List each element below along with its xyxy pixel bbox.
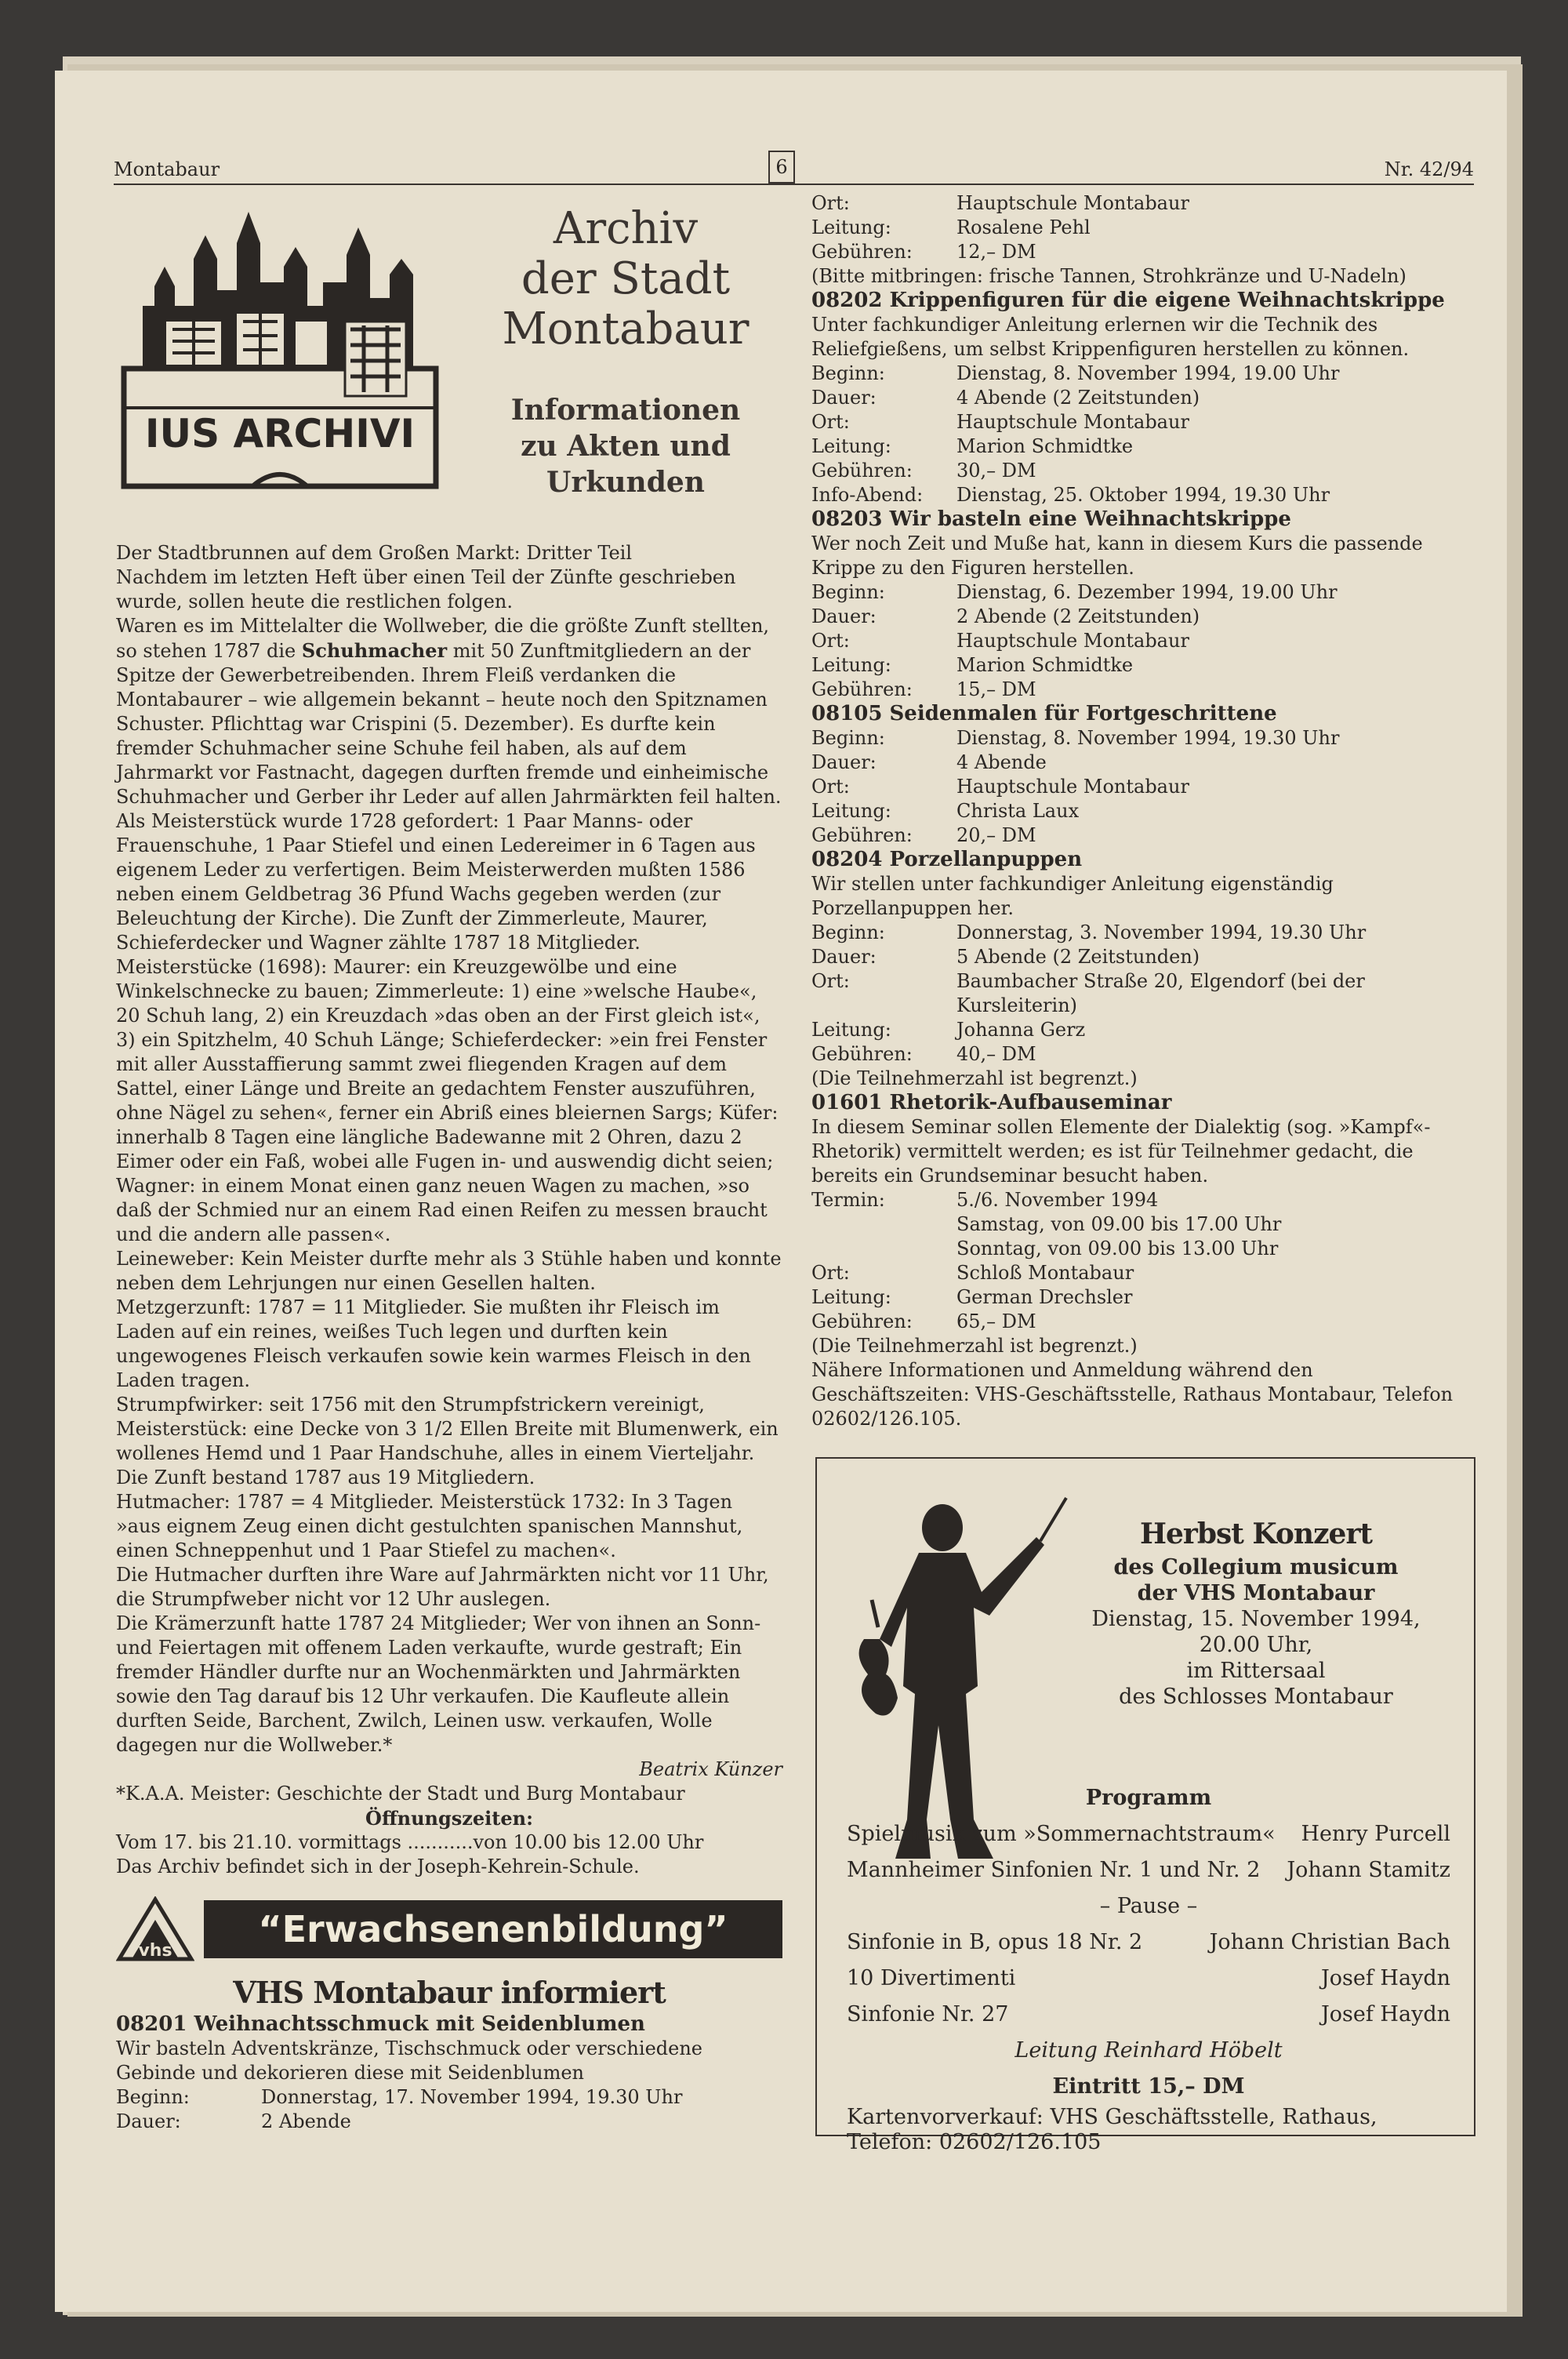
concert-box: [815, 1457, 1475, 2154]
vhs-heading: VHS Montabaur informiert: [233, 1975, 666, 2010]
course-detail-row: [811, 921, 1474, 945]
article-paragraph: Als Meisterstück wurde 1728 gefordert: 1 Paar Manns- oder Frauenschuhe, 1 Paar Stiefel und einen Ledereimer in 6 Tagen aus eigenem Leder zu verfertigen. Beim Meisterwerden mußten 1586 neben einem Geldbetrag 36 Pfund Wachs gegeben werden (zur Beleuchtung der Kirche). Die Zunft der Zimmerleute, Maurer, Schieferdecker und Wagner zählte 1787 18 Mitglieder. Meisterstücke (1698): Maurer: ein Kreuzgewölbe und eine Winkelschnecke zu bauen; Zimmerleute: 1) eine »welsche Haube«, 20 Schuh lang, 2) ein Kreuzdach »das oben an der First gleich ist«, 3) ein Spitzhelm, 40 Schuh Länge; Schieferdecker: »ein frei Fenster mit aller Ausstaffierung sammt zwei fliegenden Kragen auf dem Sattel, einer Länge und Breite an gedachtem Fenster auszuführen, ohne Nägel zu sehen«, ferner ein Abriß eines bleiernen Sargs; Küfer: innerhalb 8 Tagen eine längliche Badewanne mit 2 Ohren, dazu 2 Eimer oder ein Faß, wobei alle Fugen in- und auswendig dicht seien; Wagner: in einem Monat einen ganz neuen Wagen zu machen, »so daß der Schmied nur an einem Rad einen Reifen zu messen braucht und die andern alle passen«.: [116, 810, 779, 1245]
concert-conductor: Leitung Reinhard Höbelt: [1014, 2038, 1283, 2063]
detail-value: Hauptschule Montabaur: [956, 630, 1189, 652]
text-run: mit 50 Zunftmitgliedern an der Spitze der Gewerbetreibenden. Ihrem Fleiß verdanken die Montabaurer – wie allgemein bekannt – heute noch den Spitznamen Schuster. Pflichttag war Crispini (5. Dezember). Es durfte kein fremder Schuhmacher seine Schuhe feil haben, als auf dem Jahrmarkt vor Fastnacht, dagegen durften fremde und einheimische Schuhmacher und Gerber ihr Leder auf allen Jahrmärkten feil halten.: [116, 640, 782, 808]
detail-value: Dienstag, 25. Oktober 1994, 19.30 Uhr: [956, 484, 1330, 506]
course-detail-row: [811, 1261, 1474, 1285]
course-detail-row: [811, 1042, 1474, 1067]
program-item: [847, 1852, 1450, 1888]
course-detail-row: [811, 678, 1474, 702]
detail-value: Schloß Montabaur: [956, 1262, 1134, 1284]
article-paragraph: [116, 614, 782, 809]
detail-key: Dauer:: [116, 2110, 181, 2132]
program-composer: Henry Purcell: [1301, 1822, 1450, 1846]
svg-text:IUS ARCHIVI: IUS ARCHIVI: [144, 411, 416, 456]
program-item: [847, 1961, 1450, 1997]
article-paragraph: Die Hutmacher durften ihre Ware auf Jahrmärkten nicht vor 11 Uhr, die Strumpfweber nicht vor 12 Uhr auslegen.: [116, 1564, 769, 1610]
detail-value: 40,– DM: [956, 1043, 1036, 1065]
course-detail-row: [811, 969, 1474, 1018]
course-description: Wir basteln Adventskränze, Tischschmuck oder verschiedene Gebinde und dekorieren diese mit Seidenblumen: [116, 2037, 702, 2084]
detail-key: Leitung:: [811, 654, 891, 676]
detail-key: Dauer:: [811, 946, 877, 968]
course-detail-row: [811, 580, 1474, 605]
archiv-subtitle: [485, 392, 767, 500]
concert-info: [1052, 1514, 1460, 1710]
course-detail-row: [811, 945, 1474, 969]
program-composer: Josef Haydn: [1320, 1966, 1450, 1990]
course-description: In diesem Seminar sollen Elemente der Dialektig (sog. »Kampf«-Rhetorik) vermittelt werden; es ist für Teilnehmer gedacht, die bereits ein Grundseminar besucht haben.: [811, 1116, 1431, 1187]
program-composer: Johann Christian Bach: [1209, 1930, 1450, 1954]
detail-value: 4 Abende (2 Zeitstunden): [956, 387, 1200, 409]
program-piece: Spielmusik zum »Sommernachtstraum«: [847, 1822, 1276, 1846]
archiv-title: [477, 204, 775, 354]
vhs-logo-icon: [116, 1896, 194, 1962]
program-pause: – Pause –: [1099, 1894, 1198, 1918]
detail-key: Gebühren:: [811, 678, 913, 700]
course-detail-row: [116, 2110, 782, 2134]
course-detail-row: [811, 726, 1474, 751]
header-page-number: 6: [768, 151, 795, 184]
course-detail-row: [811, 459, 1474, 483]
course-detail-row: [811, 191, 1474, 216]
article-paragraph: Hutmacher: 1787 = 4 Mitglieder. Meisterstück 1732: In 3 Tagen »aus eignem Zeug einen dicht gestulchten spanischen Mannshut, einen Schneppenhut und 1 Paar Stiefel zu machen«.: [116, 1491, 743, 1561]
course-description: Wir stellen unter fachkundiger Anleitung eigenständig Porzellanpuppen her.: [811, 873, 1334, 919]
concert-title: Herbst Konzert: [1139, 1518, 1373, 1550]
detail-key: Ort:: [811, 411, 850, 433]
detail-value: 20,– DM: [956, 824, 1036, 846]
detail-key: Leitung:: [811, 435, 891, 457]
detail-value: 2 Abende: [261, 2110, 351, 2132]
program-piece: 10 Divertimenti: [847, 1966, 1016, 1990]
concert-admission: Eintritt 15,– DM: [1052, 2074, 1245, 2099]
course-title: 08204 Porzellanpuppen: [811, 848, 1083, 871]
detail-value: 12,– DM: [956, 241, 1036, 263]
detail-key: Dauer:: [811, 751, 877, 773]
course-detail-row: [811, 362, 1474, 386]
course-detail-row: [811, 1212, 1474, 1237]
detail-key: Gebühren:: [811, 241, 913, 263]
article-paragraph: Strumpfwirker: seit 1756 mit den Strumpfstrickern vereinigt, Meisterstück: eine Decke von 3 1/2 Ellen Breite mit Blumenwerk, ein wollenes Hemd und 1 Paar Handschuhe, alles in einem Vierteljahr. Die Zunft bestand 1787 aus 19 Mitgliedern.: [116, 1394, 779, 1488]
archiv-subtitle-line-2: zu Akten und: [521, 430, 731, 463]
program-piece: Sinfonie in B, opus 18 Nr. 2: [847, 1930, 1143, 1954]
archiv-subtitle-line-1: Informationen: [510, 394, 741, 427]
detail-value: German Drechsler: [956, 1286, 1133, 1308]
course-detail-row: [811, 434, 1474, 459]
detail-key: Leitung:: [811, 216, 891, 238]
article-author: Beatrix Künzer: [639, 1758, 782, 1780]
detail-value: Donnerstag, 17. November 1994, 19.30 Uhr: [261, 2086, 683, 2108]
course-detail-row: [811, 653, 1474, 678]
detail-key: [811, 1237, 956, 1261]
program-piece: Sinfonie Nr. 27: [847, 2002, 1009, 2026]
erwachsenenbildung-banner: “Erwachsenenbildung”: [204, 1900, 782, 1958]
course-description: Wer noch Zeit und Muße hat, kann in diesem Kurs die passende Krippe zu den Figuren herstellen.: [811, 533, 1423, 579]
program-piece: Mannheimer Sinfonien Nr. 1 und Nr. 2: [847, 1858, 1261, 1882]
concert-date: Dienstag, 15. November 1994,: [1091, 1607, 1421, 1631]
archiv-subtitle-line-3: Urkunden: [546, 466, 705, 499]
article-paragraph: Nachdem im letzten Heft über einen Teil der Zünfte geschrieben wurde, sollen heute die restlichen folgen.: [116, 566, 736, 612]
course-detail-row: [811, 240, 1474, 264]
course-detail-row: [811, 386, 1474, 410]
detail-value: Dienstag, 8. November 1994, 19.00 Uhr: [956, 362, 1340, 384]
left-column: [116, 196, 782, 2134]
concert-venue: im Rittersaal: [1186, 1659, 1326, 1683]
opening-hours-title: Öffnungszeiten:: [365, 1807, 533, 1830]
course-detail-row: [811, 799, 1474, 823]
detail-value: Hauptschule Montabaur: [956, 192, 1189, 214]
detail-value: 5./6. November 1994: [956, 1189, 1159, 1211]
concert-program: [847, 1780, 1450, 2155]
course-title: 08203 Wir basteln eine Weihnachtskrippe: [811, 507, 1291, 531]
header-town: Montabaur: [114, 158, 220, 180]
concert-organizer-line: der VHS Montabaur: [1137, 1581, 1375, 1605]
detail-value: Sonntag, von 09.00 bis 13.00 Uhr: [956, 1238, 1279, 1259]
svg-text:vhs: vhs: [138, 1941, 172, 1961]
course-title: 08201 Weihnachtsschmuck mit Seidenblumen: [116, 2012, 645, 2036]
ius-archivi-logo-icon: [119, 212, 441, 514]
archiv-header: [116, 196, 782, 541]
concert-organizer-line: des Collegium musicum: [1113, 1555, 1399, 1579]
course-title: 08105 Seidenmalen für Fortgeschrittene: [811, 702, 1277, 725]
detail-value: 30,– DM: [956, 460, 1036, 482]
detail-key: Ort:: [811, 1262, 850, 1284]
detail-key: Beginn:: [811, 727, 885, 749]
article-paragraph: Metzgerzunft: 1787 = 11 Mitglieder. Sie mußten ihr Fleisch im Laden auf ein reines, weißes Tuch legen und durften kein ungewogenes Fleisch verkaufen sowie kein warmes Fleisch in den Laden tragen.: [116, 1296, 751, 1391]
detail-key: Info-Abend:: [811, 484, 924, 506]
header-issue: Nr. 42/94: [1384, 158, 1474, 180]
course-detail-row: [811, 1310, 1474, 1334]
concert-venue-detail: des Schlosses Montabaur: [1119, 1685, 1393, 1709]
detail-key: Dauer:: [811, 605, 877, 627]
detail-value: Donnerstag, 3. November 1994, 19.30 Uhr: [956, 921, 1367, 943]
detail-key: Beginn:: [811, 581, 885, 603]
detail-key: [811, 1212, 956, 1237]
detail-value: 5 Abende (2 Zeitstunden): [956, 946, 1200, 968]
archiv-title-line-2: der Stadt: [521, 253, 731, 304]
detail-key: Ort:: [811, 776, 850, 798]
text-run-bold: Schuhmacher: [301, 639, 448, 662]
concert-tickets: Kartenvorverkauf: VHS Geschäftsstelle, Rathaus, Telefon: 02602/126.105: [847, 2105, 1377, 2154]
detail-key: Ort:: [811, 192, 850, 214]
course-detail-row: [811, 751, 1474, 775]
detail-key: Gebühren:: [811, 460, 913, 482]
course-detail-row: [811, 775, 1474, 799]
running-header: [114, 157, 1474, 185]
detail-value: Marion Schmidtke: [956, 435, 1134, 457]
course-detail-row: [811, 1188, 1474, 1212]
detail-key: Termin:: [811, 1189, 885, 1211]
detail-key: Beginn:: [811, 921, 885, 943]
program-item: [847, 1997, 1450, 2033]
course-note: (Die Teilnehmerzahl ist begrenzt.): [811, 1335, 1138, 1357]
text-run: Waren es im Mittelalter die Wollweber, die die größte Zunft stellten, so stehen 1787 die: [116, 615, 770, 662]
course-detail-row: [811, 1018, 1474, 1042]
detail-value: 15,– DM: [956, 678, 1036, 700]
detail-value: 4 Abende: [956, 751, 1047, 773]
detail-value: Hauptschule Montabaur: [956, 411, 1189, 433]
detail-key: Leitung:: [811, 1019, 891, 1041]
article-paragraph: Die Krämerzunft hatte 1787 24 Mitglieder; Wer von ihnen an Sonn- und Feiertagen mit offenem Laden verkaufte, wurde gestraft; Ein fremder Händler durfte nur an Wochenmärkten und Jahrmärkten sowie den Tag darauf bis 12 Uhr verkaufen. Die Kaufleute allein durften Seide, Barchent, Zwilch, Leinen usw. verkaufen, Wolle dagegen nur die Wollweber.*: [116, 1612, 761, 1756]
course-description: Unter fachkundiger Anleitung erlernen wir die Technik des Reliefgießens, um selbst Krippenfiguren herstellen zu können.: [811, 314, 1410, 360]
course-detail-row: [811, 216, 1474, 240]
detail-key: Ort:: [811, 970, 850, 992]
course-detail-row: [811, 410, 1474, 434]
detail-key: Gebühren:: [811, 1310, 913, 1332]
archiv-title-line-3: Montabaur: [502, 304, 750, 354]
opening-hours-line: Vom 17. bis 21.10. vormittags ...........von 10.00 bis 12.00 Uhr: [116, 1831, 704, 1853]
concert-time: 20.00 Uhr,: [1199, 1633, 1313, 1657]
vhs-banner: [116, 1896, 782, 1962]
detail-value: Marion Schmidtke: [956, 654, 1134, 676]
course-note: (Die Teilnehmerzahl ist begrenzt.): [811, 1067, 1138, 1089]
detail-value: 2 Abende (2 Zeitstunden): [956, 605, 1200, 627]
detail-value: Hauptschule Montabaur: [956, 776, 1189, 798]
detail-value: Christa Laux: [956, 800, 1080, 822]
course-detail-row: [811, 629, 1474, 653]
detail-value: Dienstag, 6. Dezember 1994, 19.00 Uhr: [956, 581, 1338, 603]
detail-key: Gebühren:: [811, 1043, 913, 1065]
course-detail-row: [811, 1237, 1474, 1261]
detail-value: Rosalene Pehl: [956, 216, 1091, 238]
detail-key: Ort:: [811, 630, 850, 652]
detail-value: 65,– DM: [956, 1310, 1036, 1332]
detail-value: Dienstag, 8. November 1994, 19.30 Uhr: [956, 727, 1340, 749]
detail-value: Baumbacher Straße 20, Elgendorf (bei der Kursleiterin): [956, 970, 1365, 1016]
program-title: Programm: [1085, 1786, 1212, 1810]
program-composer: Josef Haydn: [1320, 2002, 1450, 2026]
article-footnote: *K.A.A. Meister: Geschichte der Stadt und Burg Montabaur: [116, 1783, 685, 1805]
course-detail-row: [811, 605, 1474, 629]
detail-key: Dauer:: [811, 387, 877, 409]
archiv-location: Das Archiv befindet sich in der Joseph-Kehrein-Schule.: [116, 1856, 640, 1877]
vhs-closing-info: Nähere Informationen und Anmeldung während den Geschäftszeiten: VHS-Geschäftsstelle, Rathaus Montabaur, Telefon 02602/126.105.: [811, 1359, 1454, 1430]
detail-key: Beginn:: [116, 2086, 190, 2108]
detail-key: Leitung:: [811, 800, 891, 822]
course-detail-row: [116, 2085, 782, 2110]
program-item: [847, 1816, 1450, 1852]
course-detail-row: [811, 823, 1474, 848]
archiv-title-line-1: Archiv: [553, 203, 699, 254]
program-item: [847, 1925, 1450, 1961]
program-composer: Johann Stamitz: [1287, 1858, 1450, 1882]
detail-key: Leitung:: [811, 1286, 891, 1308]
course-note: (Bitte mitbringen: frische Tannen, Strohkränze und U-Nadeln): [811, 265, 1406, 287]
right-column: [811, 191, 1474, 1431]
detail-key: Beginn:: [811, 362, 885, 384]
detail-key: Gebühren:: [811, 824, 913, 846]
course-title: 08202 Krippenfiguren für die eigene Weihnachtskrippe: [811, 289, 1445, 312]
course-title: 01601 Rhetorik-Aufbauseminar: [811, 1091, 1172, 1114]
detail-value: Samstag, von 09.00 bis 17.00 Uhr: [956, 1213, 1282, 1235]
detail-value: Johanna Gerz: [956, 1019, 1086, 1041]
article-paragraph: Leineweber: Kein Meister durfte mehr als 3 Stühle haben und konnte neben dem Lehrjungen nur einen Gesellen halten.: [116, 1248, 782, 1294]
article-title: Der Stadtbrunnen auf dem Großen Markt: Dritter Teil: [116, 542, 633, 564]
course-detail-row: [811, 1285, 1474, 1310]
course-detail-row: [811, 483, 1474, 507]
